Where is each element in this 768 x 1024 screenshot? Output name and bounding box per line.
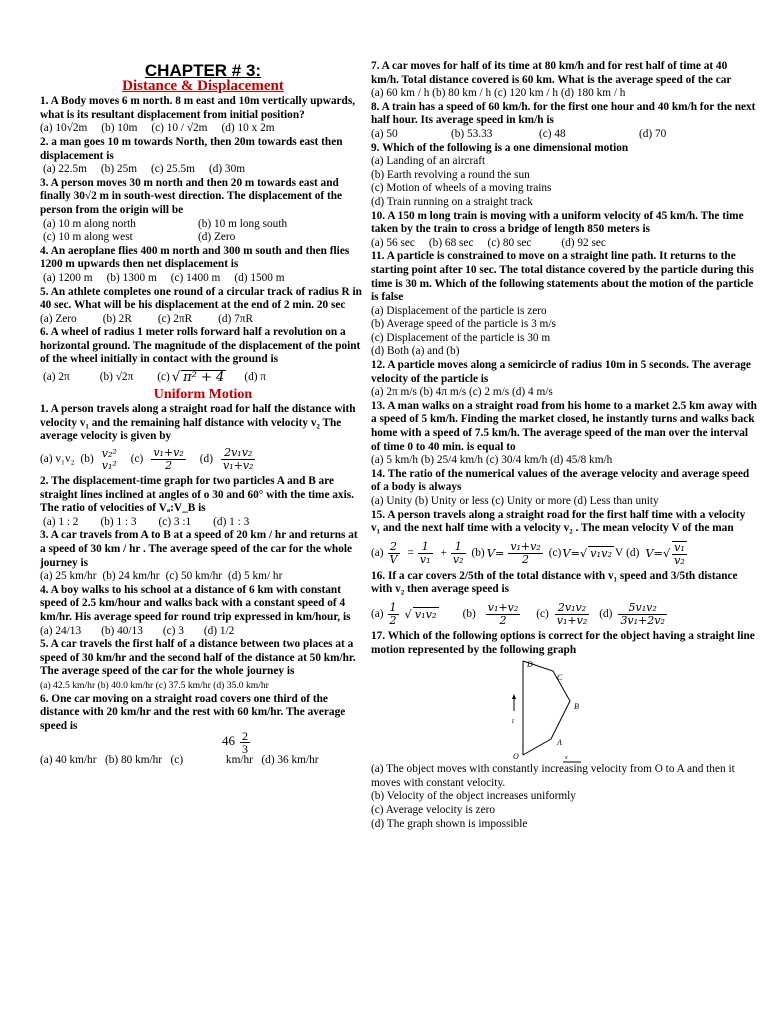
label-B: B xyxy=(574,702,579,712)
label-x-axis: x xyxy=(565,755,568,762)
question-1: 1. A Body moves 6 m north. 8 m east and 10m vertically upwards, what is its resultant displacement from initial position? (a) 10√2m (b) 10m (c) 10 / √2m (d) 10 x 2m xyxy=(40,95,356,135)
graph-curve xyxy=(523,661,570,755)
label-O: O xyxy=(513,752,519,762)
question-2: 2. a man goes 10 m towards North, then 20m towards east then displacement is (a) 22.5m (b) 25m (c) 25.5m (d) 30m xyxy=(40,135,343,176)
chapter-title: CHAPTER # 3: xyxy=(144,61,262,80)
question-13: 13. A man walks on a straight road from his home to a market 2.5 km away with a speed of 5 km/h. Finding the market closed, he instantly turns and walks back home with a speed of 7.5 km/h. The average speed of the man over the interval of time 0 to 40 min. is equal to (a) 5 km/h (b) 25/4 km/h (c) 30/4 km/h (d) 45/8 km/h xyxy=(371,399,757,467)
question-12: 12. A particle moves along a semicircle of radius 10m in 5 seconds. The average velocity of the particle is (a) 2π m/s (b) 4π m/s (c) 2 m/s (d) 4 m/s xyxy=(371,359,751,399)
uniform-question-1: 1. A person travels along a straight road for half the distance with velocity v₁ and the remaining half distance with velocity v₂ The average velocity is given by (a) v₁v₂ (b) v₂² v₁² (c) $\frac{\text{v₁+v₂}}{2}$ (d) $\frac{\text{2v₁v₂}}{\text{v₁+v₂}}$ xyxy=(40,403,356,473)
question-7: 7. A car moves for half of its time at 80 km/h and for rest half of time at 40 km/h. Total distance covered is 60 km. What is the average speed of the car (a) 60 km / h (b) 80 km / h (c) 120 km / h (d) 180 km / h xyxy=(371,60,732,100)
section-uniform-motion: Uniform Motion xyxy=(153,386,253,402)
label-D: D xyxy=(527,660,533,670)
uniform-question-4: 4. A boy walks to his school at a distance of 6 km with constant speed of 2.5 km/hour and walks back with a constant speed of 4 km/hr. His average speed for round trip expressed in km/hour, is (a) 24/13 (b) 40/13 (c) 3 (d) 1/2 xyxy=(40,583,351,637)
question-17: 17. Which of the following options is correct for the object having a straight line motion represented by the following graph D C B A O t x (a) The object moves with constantly increasing velocity from O to A and then it moves with constant velocity. (b) Velocity of the object increases uniformly (c) Average velocity is zero (d) The graph shown is impossible xyxy=(371,630,757,831)
section-distance-displacement: Distance & Displacement xyxy=(122,77,284,94)
question-5: 5. An athlete completes one round of a circular track of radius R in 40 sec. What will be his displacement at the end of 2 min. 20 sec (a) Zero (b) 2R (c) 2πR (d) 7πR xyxy=(40,285,362,325)
question-16: 16. If a car covers 2/5th of the total distance with v₁ speed and 3/5th distance with v₂ then average speed is (a) $\frac{1}{2}$ √ v₁v₂ (b) $\frac{\text{v₁+v₂}}{2}$ (c) $\frac{\text{2v₁v₂}}{\text{v₁+v₂}}$ (d) $\frac{\text{5v₁v₂}}{\text{3v₁+2v₂}}$ xyxy=(371,569,738,627)
label-A: A xyxy=(557,738,562,748)
question-15: 15. A person travels along a straight road for the first half time with a velocity v₁ and the next half time with a velocity v₂ . The mean velocity V of the man (a) $\frac{2}{V}$ = $\frac{1}{\text{v₁}}$ + $\frac{1}{\text{v₂}}$ (b) V= $\frac{\text{v₁+v₂}}{2}$ (c) V=√ v₁v₂ V (d) V=√ $\frac{\text{v₁}}{\text{v₂}}$ xyxy=(371,508,746,567)
label-C: C xyxy=(557,673,563,683)
uniform-question-6: 6. One car moving on a straight road covers one third of the distance with 20 km/hr and the rest with 60 km/hr. The average speed is 46 $\frac{2}{3}$ (a) 40 km/hr (b) 80 km/hr (c) km/hr (d) 36 km/hr xyxy=(40,692,346,767)
question-8: 8. A train has a speed of 60 km/h. for the first one hour and 40 km/h for the next half hour. Its average speed in km/h is (a) 50 (b) 53.33 (c) 48 (d) 70 xyxy=(371,100,756,140)
question-14: 14. The ratio of the numerical values of the average velocity and average speed of a body is always (a) Unity (b) Unity or less (c) Unity or more (d) Less than unity xyxy=(371,467,750,507)
question-3: 3. A person moves 30 m north and then 20 m towards east and finally 30√2 m in south-west direction. The displacement of the person from the origin will be (a) 10 m along north (b) 10 m long south (c) 10 m along west (d) Zero xyxy=(40,176,343,244)
question-6: 6. A wheel of radius 1 meter rolls forward half a revolution on a horizontal ground. The magnitude of the displacement of the point of the wheel initially in contact with the ground is (a) 2π (b) √2π (c) √ π² + 4 (d) π xyxy=(40,326,361,386)
label-y-axis: t xyxy=(512,717,514,726)
question-4: 4. An aeroplane flies 400 m north and 300 m south and then flies 1200 m upwards then net displacement is (a) 1200 m (b) 1300 m (c) 1400 m (d) 1500 m xyxy=(40,244,350,284)
uniform-question-5: 5. A car travels the first half of a distance between two places at a speed of 30 km/hr and the second half of the distance at 50 km/hr. The average speed of the car for the whole journey is (a) 42.5 km/hr (b) 40.0 km/hr (c) 37.5 km/hr (d) 35.0 km/hr xyxy=(40,638,356,691)
question-9: 9. Which of the following is a one dimensional motion (a) Landing of an aircraft (b) Earth revolving a round the sun (c) Motion of wheels of a moving trains (d) Train running on a straight track xyxy=(371,141,629,208)
right-column xyxy=(371,60,757,831)
left-column xyxy=(40,60,366,774)
position-time-graph xyxy=(371,657,757,763)
question-11: 11. A particle is constrained to move on a straight line path. It returns to the starting point after 10 sec. The total distance covered by the particle during this time is 30 m. Which of the following statements about the motion of the particle is false (a) Displacement of the particle is zero (b) Average speed of the particle is 3 m/s (c) Displacement of the particle is 30 m (d) Both (a) and (b) xyxy=(371,250,754,358)
uniform-question-2: 2. The displacement-time graph for two particles A and B are straight lines inclined at angles of o 30 and 60° with the time axis. The ratio of velocities of Vₐ:V_B is (a) 1 : 2 (b) 1 : 3 (c) 3 :1 (d) 1 : 3 xyxy=(40,475,354,528)
uniform-question-3: 3. A car travels from A to B at a speed of 20 km / hr and returns at a speed of 30 km / hr . The average speed of the car for the whole journey is (a) 25 km/hr (b) 24 km/hr (c) 50 km/hr (d) 5 km/ hr xyxy=(40,529,358,583)
question-10: 10. A 150 m long train is moving with a uniform velocity of 45 km/h. The time taken by the train to cross a bridge of length 850 meters is (a) 56 sec (b) 68 sec (c) 80 sec (d) 92 sec xyxy=(371,209,744,249)
